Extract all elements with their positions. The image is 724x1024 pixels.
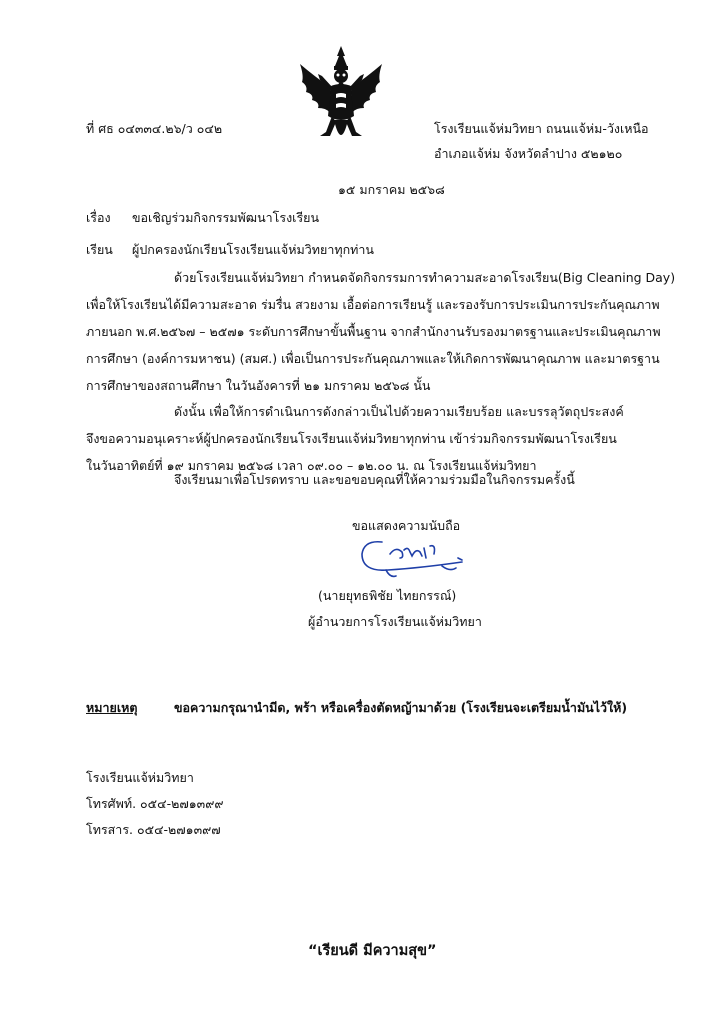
garuda-emblem-icon [296,46,386,150]
school-motto: “เรียนดี มีความสุข” [308,943,437,959]
subject-text: ขอเชิญร่วมกิจกรรมพัฒนาโรงเรียน [132,210,320,225]
signatory-name: (นายยุทธพิชัย ไทยกรรณ์) [318,588,457,603]
paragraph-1-line: ด้วยโรงเรียนแจ้ห่มวิทยา กำหนดจัดกิจกรรมการทำความสะอาดโรงเรียน(Big Cleaning Day) [174,270,676,285]
body-paragraph-1 [86,264,676,399]
contact-phone: โทรศัพท์. ๐๕๔-๒๗๑๓๙๙ [86,796,224,811]
recipient-label: เรียน [86,242,113,257]
closing-salutation: ขอแสดงความนับถือ [352,518,461,533]
note-label: หมายเหตุ [86,700,138,715]
subject-label: เรื่อง [86,210,111,225]
signature-image [350,532,470,584]
contact-fax: โทรสาร. ๐๕๔-๒๗๑๓๙๗ [86,822,221,837]
reference-number: ที่ ศธ ๐๔๓๓๔.๒๖/ว ๐๔๒ [86,121,223,136]
paragraph-1-line: การศึกษาของสถานศึกษา ในวันอังคารที่ ๒๑ มกราคม ๒๕๖๘ นั้น [86,378,431,393]
body-paragraph-2 [86,398,656,479]
recipient-text: ผู้ปกครองนักเรียนโรงเรียนแจ้ห่มวิทยาทุกท่าน [132,242,374,257]
paragraph-2-line: ในวันอาทิตย์ที่ ๑๙ มกราคม ๒๕๖๘ เวลา ๐๙.๐๐ – ๑๒.๐๐ น. ณ โรงเรียนแจ้ห่มวิทยา [86,458,537,473]
note-text: ขอความกรุณานำมีด, พร้า หรือเครื่องตัดหญ้ามาด้วย (โรงเรียนจะเตรียมน้ำมันไว้ให้) [174,700,628,715]
body-paragraph-3: จึงเรียนมาเพื่อโปรดทราบ และขอขอบคุณที่ให้ความร่วมมือในกิจกรรมครั้งนี้ [174,472,575,487]
school-address-line1: โรงเรียนแจ้ห่มวิทยา ถนนแจ้ห่ม-วังเหนือ [434,121,649,136]
letter-date: ๑๕ มกราคม ๒๕๖๘ [338,182,445,197]
paragraph-1-line: การศึกษา (องค์การมหาชน) (สมศ.) เพื่อเป็นการประกันคุณภาพและให้เกิดการพัฒนาคุณภาพ และมาตรฐาน [86,351,660,366]
paragraph-2-line: จึงขอความอนุเคราะห์ผู้ปกครองนักเรียนโรงเรียนแจ้ห่มวิทยาทุกท่าน เข้าร่วมกิจกรรมพัฒนาโรงเรียน [86,431,617,446]
school-address-line2: อำเภอแจ้ห่ม จังหวัดลำปาง ๕๒๑๒๐ [434,146,623,161]
contact-school: โรงเรียนแจ้ห่มวิทยา [86,770,194,785]
paragraph-1-line: เพื่อให้โรงเรียนได้มีความสะอาด ร่มรื่น สวยงาม เอื้อต่อการเรียนรู้ และรองรับการประเมินการประกันคุณภาพ [86,297,660,312]
paragraph-1-line: ภายนอก พ.ศ.๒๕๖๗ – ๒๕๗๑ ระดับการศึกษาขั้นพื้นฐาน จากสำนักงานรับรองมาตรฐานและประเมินคุณภาพ [86,324,661,339]
signatory-position: ผู้อำนวยการโรงเรียนแจ้ห่มวิทยา [308,614,482,629]
paragraph-2-line: ดังนั้น เพื่อให้การดำเนินการดังกล่าวเป็นไปด้วยความเรียบร้อย และบรรลุวัตถุประสงค์ [174,404,624,419]
